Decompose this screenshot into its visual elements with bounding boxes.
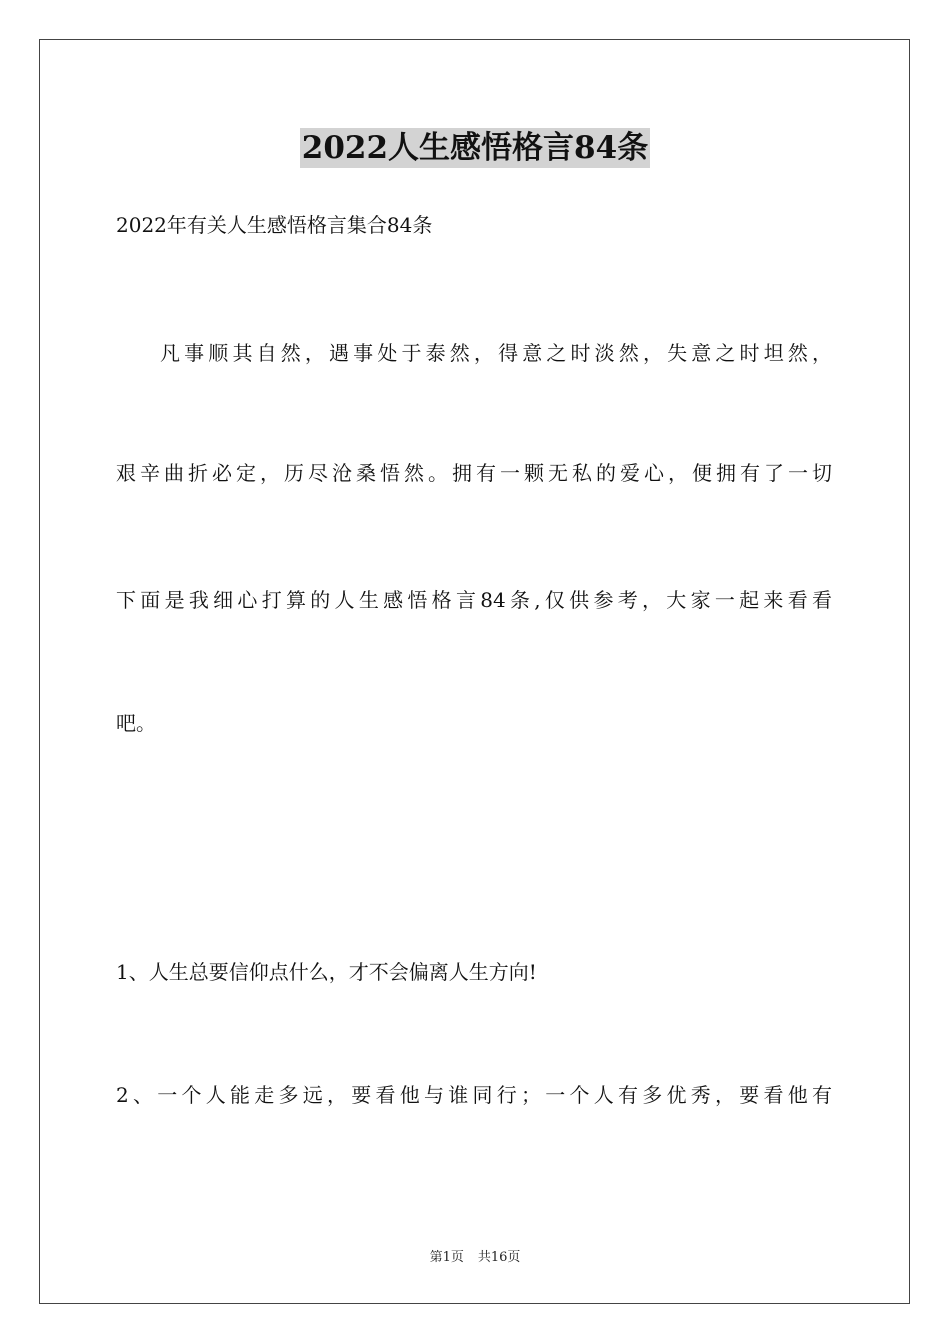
paragraph-line-3: 下面是我细心打算的人生感悟格言84条,仅供参考，大家一起来看看 <box>116 588 832 612</box>
page-number-current: 第1页 <box>429 1250 464 1265</box>
document-title: 2022人生感悟格言84条 <box>301 130 649 166</box>
paragraph-line-4: 吧。 <box>116 711 156 735</box>
title-container <box>0 128 950 168</box>
paragraph-line-2: 艰辛曲折必定，历尽沧桑悟然。拥有一颗无私的爱心，便拥有了一切 <box>116 461 832 485</box>
document-subtitle: 2022年有关人生感悟格言集合84条 <box>116 213 433 237</box>
page-number-total: 共16页 <box>477 1250 521 1265</box>
list-item: 2、一个人能走多远，要看他与谁同行；一个人有多优秀，要看他有 <box>116 1083 832 1107</box>
paragraph-line-1: 凡事顺其自然，遇事处于泰然，得意之时淡然，失意之时坦然， <box>160 341 832 365</box>
list-item: 1、人生总要信仰点什么，才不会偏离人生方向! <box>116 960 537 984</box>
page-footer <box>0 1246 950 1265</box>
